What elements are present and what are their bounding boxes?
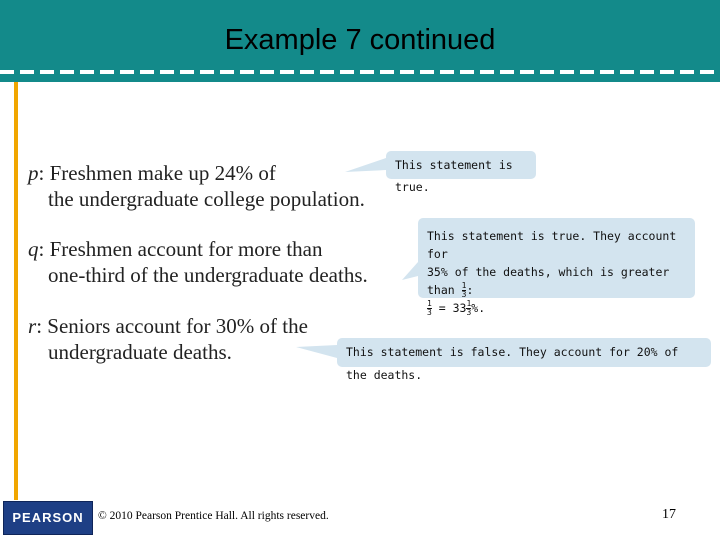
callout-p-text: This statement is true. <box>395 158 513 194</box>
statement-p-line2: the undergraduate college population. <box>48 187 365 211</box>
statement-p-line1: : Freshmen make up 24% of <box>38 161 276 185</box>
callout-q-line3a: = 33 <box>438 301 467 315</box>
fraction-numerator-c: 1 <box>466 299 472 308</box>
variable-q: q <box>28 237 39 261</box>
fraction-denominator: 3 <box>461 290 467 299</box>
fraction-numerator-b: 1 <box>427 299 432 308</box>
callout-r-text: This statement is false. They account for 20% of the deaths. <box>346 345 679 382</box>
slide-title: Example 7 continued <box>224 24 496 56</box>
variable-p: p <box>28 161 39 185</box>
fraction-numerator: 1 <box>461 281 467 290</box>
callout-r <box>337 338 711 382</box>
pearson-logo-text: PEARSON <box>12 510 84 525</box>
statement-r-line2: undergraduate deaths. <box>48 340 232 364</box>
fraction-denominator-c: 3 <box>466 308 472 317</box>
callout-q <box>418 218 695 317</box>
statement-q-line1: : Freshmen account for more than <box>38 237 323 261</box>
statement-r-line1: : Seniors account for 30% of the <box>36 314 308 338</box>
callout-p-pointer <box>345 158 386 172</box>
pearson-logo <box>3 501 93 535</box>
callout-p <box>386 151 536 194</box>
copyright-text: © 2010 Pearson Prentice Hall. All rights reserved. <box>98 510 329 522</box>
callout-q-line2: 35% of the deaths, which is greater than <box>427 265 670 297</box>
callout-q-colon: : <box>466 283 474 297</box>
fraction-denominator-b: 3 <box>427 308 432 317</box>
page-number: 17 <box>662 507 676 522</box>
callout-q-pointer <box>402 262 418 280</box>
callout-q-line1: This statement is true. They account for <box>427 229 677 261</box>
variable-r: r <box>28 314 37 338</box>
fraction-one-third-b <box>427 300 432 317</box>
callout-r-pointer <box>296 345 337 358</box>
callout-q-line3b: %. <box>471 301 486 315</box>
statement-q-line2: one-third of the undergraduate deaths. <box>48 263 368 287</box>
